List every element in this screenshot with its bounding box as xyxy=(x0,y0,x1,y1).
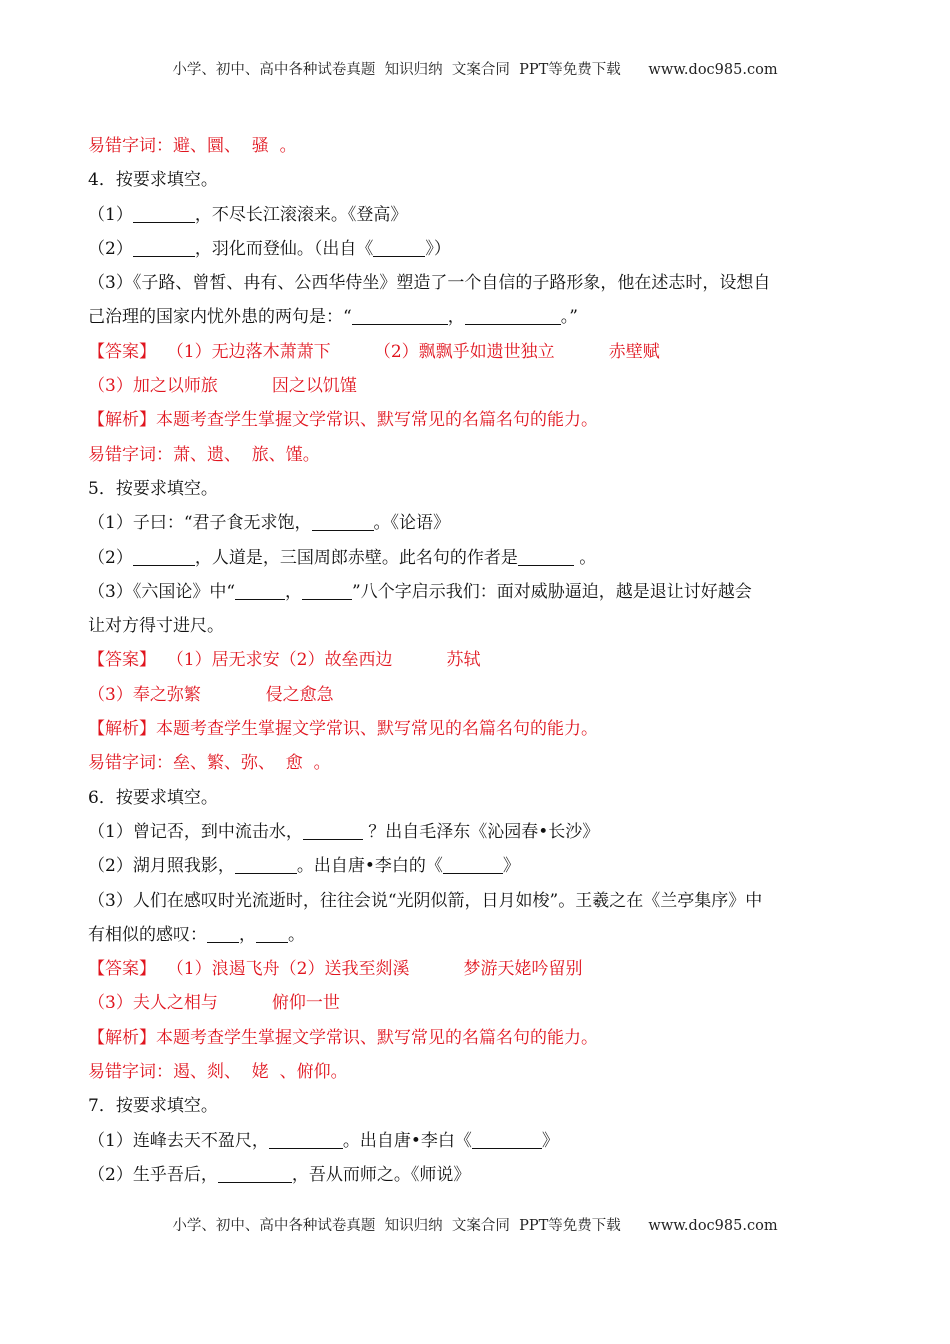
answer-blank xyxy=(235,855,297,874)
answer-blank xyxy=(207,924,239,943)
page-header xyxy=(0,58,950,79)
answer-blank xyxy=(352,306,448,325)
question-5-explanation: 【解析】本题考查学生掌握文学常识、默写常见的名篇名句的能力。 xyxy=(88,719,598,740)
footer-site-link[interactable]: www.doc985.com xyxy=(648,1218,778,1234)
question-6-title: 6．按要求填空。 xyxy=(88,787,218,808)
question-5-title: 5．按要求填空。 xyxy=(88,478,218,499)
document-body xyxy=(88,129,868,1192)
question-6-item-1: （1）曾记否，到中流击水， ？出自毛泽东《沁园春•长沙》 xyxy=(88,821,600,842)
question-4-item-2: （2） ，羽化而登仙。（出自《 》） xyxy=(88,238,451,259)
question-4-explanation: 【解析】本题考查学生掌握文学常识、默写常见的名篇名句的能力。 xyxy=(88,410,598,431)
question-4-title: 4．按要求填空。 xyxy=(88,170,218,191)
answer-blank xyxy=(312,512,374,531)
question-4-answer-2: （3）加之以师旅 因之以饥馑 xyxy=(88,376,357,397)
footer-text: 小学、初中、高中各种试卷真题 知识归纳 文案合同 PPT等免费下载 xyxy=(172,1218,621,1234)
answer-blank xyxy=(443,855,503,874)
question-5-error-words: 易错字词：垒、繁、弥、 愈 。 xyxy=(88,753,331,774)
question-5-answer: 【答案】 （1）居无求安（2）故垒西边 苏轼 xyxy=(88,650,481,671)
question-5-item-2: （2） ，人道是，三国周郎赤壁。此名句的作者是 。 xyxy=(88,547,597,568)
answer-blank xyxy=(235,581,285,600)
answer-blank xyxy=(133,204,195,223)
question-6-explanation: 【解析】本题考查学生掌握文学常识、默写常见的名篇名句的能力。 xyxy=(88,1027,598,1048)
question-6-item-3: （3）人们在感叹时光流逝时，往往会说“光阴似箭，日月如梭”。王羲之在《兰亭集序》中 xyxy=(88,890,763,911)
question-6-error-words: 易错字词：遏、剡、 姥 、俯仰。 xyxy=(88,1062,348,1083)
question-4-error-words: 易错字词：萧、遗、 旅、馑。 xyxy=(88,444,320,465)
question-4-item-1: （1） ，不尽长江滚滚来。《登高》 xyxy=(88,204,408,225)
question-5-answer-2: （3）奉之弥繁 侵之愈急 xyxy=(88,684,334,705)
question-4-item-3-cont: 己治理的国家内忧外患的两句是：“ ， 。” xyxy=(88,307,578,328)
question-7-title: 7．按要求填空。 xyxy=(88,1096,218,1117)
answer-blank xyxy=(373,238,425,257)
answer-blank xyxy=(133,238,195,257)
question-4-answer: 【答案】 （1）无边落木萧萧下 （2）飘飘乎如遗世独立 赤壁赋 xyxy=(88,341,660,362)
question-6-answer-2: （3）夫人之相与 俯仰一世 xyxy=(88,993,340,1014)
answer-blank xyxy=(518,547,574,566)
header-site-link[interactable]: www.doc985.com xyxy=(648,62,778,78)
question-5-item-3: （3）《六国论》中“ ， ”八个字启示我们：面对威胁逼迫，越是退让讨好越会 xyxy=(88,581,752,602)
question-6-item-2: （2）湖月照我影， 。出自唐•李白的《 》 xyxy=(88,856,520,877)
answer-blank xyxy=(302,581,352,600)
header-text: 小学、初中、高中各种试卷真题 知识归纳 文案合同 PPT等免费下载 xyxy=(172,62,621,78)
page-footer xyxy=(0,1214,950,1235)
question-4-item-3: （3）《子路、曾皙、冉有、公西华侍坐》塑造了一个自信的子路形象，他在述志时，设想自 xyxy=(88,273,771,294)
question-6-answer: 【答案】 （1）浪遏飞舟（2）送我至剡溪 梦游天姥吟留别 xyxy=(88,959,583,980)
answer-blank xyxy=(465,306,561,325)
question-7-item-2: （2）生乎吾后， ，吾从而师之。《师说》 xyxy=(88,1164,471,1185)
question-5-item-3-cont: 让对方得寸进尺。 xyxy=(88,616,224,637)
answer-blank xyxy=(218,1164,292,1183)
answer-blank xyxy=(269,1130,343,1149)
question-6-item-3-cont: 有相似的感叹： ， 。 xyxy=(88,924,305,945)
answer-blank xyxy=(303,821,363,840)
question-5-item-1: （1）子曰：“君子食无求饱， 。《论语》 xyxy=(88,513,451,534)
question-7-item-1: （1）连峰去天不盈尺， 。出自唐•李白《 》 xyxy=(88,1130,559,1151)
answer-blank xyxy=(256,924,288,943)
answer-blank xyxy=(472,1130,542,1149)
answer-blank xyxy=(133,547,195,566)
error-words-line: 易错字词：避、圜、 骚 。 xyxy=(88,136,297,156)
